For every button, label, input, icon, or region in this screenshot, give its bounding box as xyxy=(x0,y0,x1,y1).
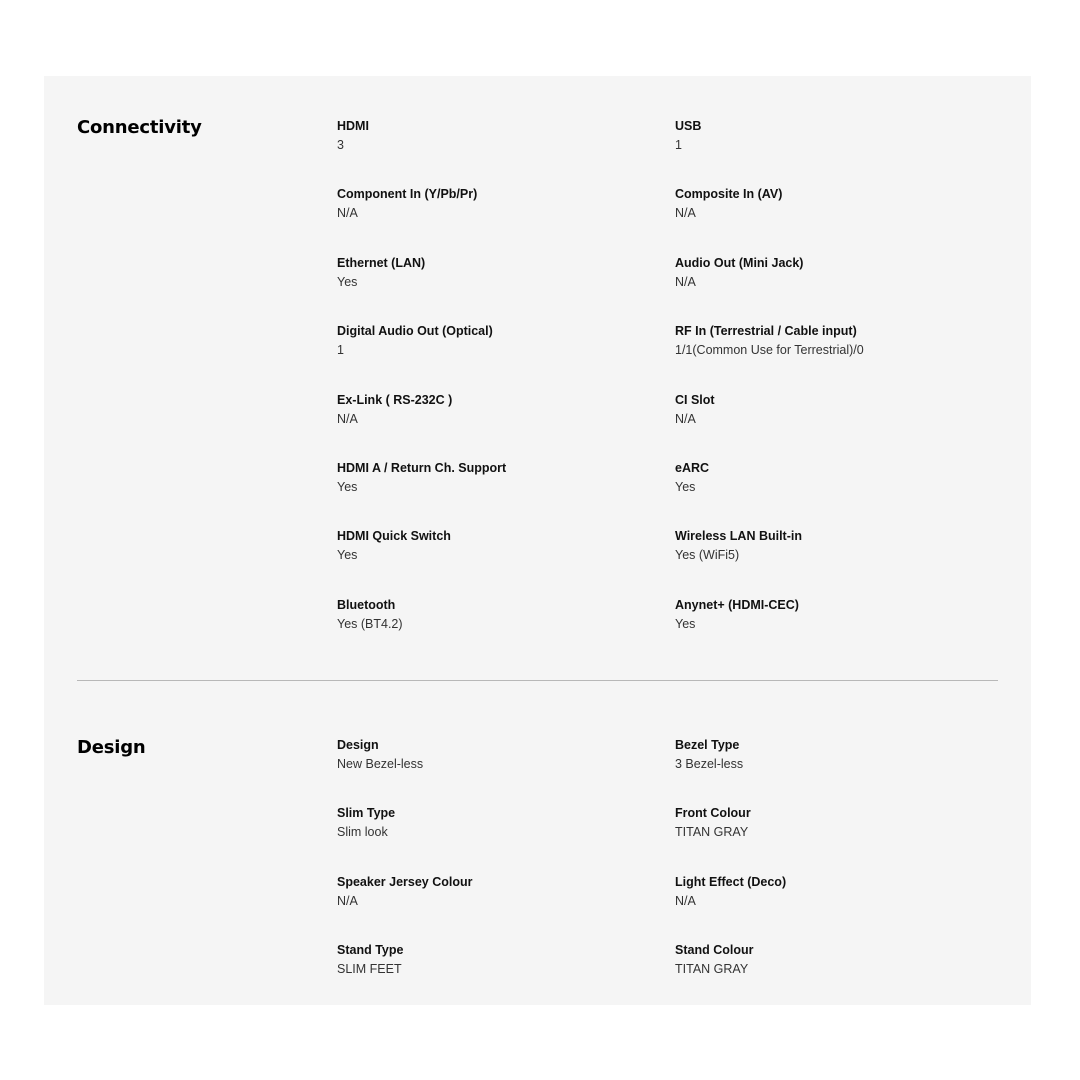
spec-label: Stand Colour xyxy=(675,943,754,958)
spec-value: Yes xyxy=(337,548,358,563)
spec-item xyxy=(337,737,675,805)
spec-item xyxy=(675,874,1005,942)
spec-label: Light Effect (Deco) xyxy=(675,874,787,889)
spec-label: Anynet+ (HDMI-CEC) xyxy=(675,597,799,612)
spec-item xyxy=(675,460,1005,528)
spec-grid xyxy=(337,737,1005,1011)
spec-item xyxy=(675,597,1005,665)
spec-value: New Bezel-less xyxy=(337,757,424,771)
spec-value: TITAN GRAY xyxy=(675,825,749,840)
spec-label: CI Slot xyxy=(675,392,715,407)
spec-label: Front Colour xyxy=(675,806,751,821)
spec-value: 1/1(Common Use for Terrestrial)/0 xyxy=(675,343,864,358)
spec-label: Bezel Type xyxy=(675,738,740,752)
spec-item xyxy=(675,118,1005,186)
spec-item xyxy=(675,805,1005,873)
spec-label: Composite In (AV) xyxy=(675,187,783,202)
spec-label: RF In (Terrestrial / Cable input) xyxy=(675,324,857,339)
connectivity-section xyxy=(44,76,1031,682)
spec-label: Bluetooth xyxy=(337,597,396,612)
spec-label: HDMI Quick Switch xyxy=(337,529,451,544)
spec-label: Ex-Link ( RS-232C ) xyxy=(337,392,453,407)
spec-item xyxy=(337,597,675,665)
spec-value: Slim look xyxy=(337,825,388,840)
spec-value: Yes (BT4.2) xyxy=(337,616,403,631)
design-section xyxy=(44,682,1031,1005)
spec-item xyxy=(337,118,675,186)
spec-label: Audio Out (Mini Jack) xyxy=(675,255,804,270)
spec-label: HDMI A / Return Ch. Support xyxy=(337,460,507,475)
spec-value: N/A xyxy=(675,274,696,289)
spec-value: Yes xyxy=(337,274,358,289)
spec-item xyxy=(675,942,1005,1010)
spec-value: N/A xyxy=(337,893,358,908)
spec-value: Yes xyxy=(675,479,696,494)
spec-value: N/A xyxy=(675,206,696,221)
spec-item xyxy=(675,255,1005,323)
spec-label: Component In (Y/Pb/Pr) xyxy=(337,187,478,202)
spec-label: Stand Type xyxy=(337,943,404,958)
spec-value: 3 xyxy=(337,138,344,152)
spec-value: Yes (WiFi5) xyxy=(675,548,740,563)
spec-item xyxy=(337,528,675,596)
spec-value: TITAN GRAY xyxy=(675,962,749,977)
spec-item xyxy=(675,737,1005,805)
spec-item xyxy=(337,255,675,323)
spec-value: N/A xyxy=(675,411,696,426)
spec-value: 1 xyxy=(337,343,344,358)
spec-item xyxy=(675,323,1005,391)
spec-item xyxy=(675,186,1005,254)
spec-value: 1 xyxy=(675,138,682,152)
spec-label: Design xyxy=(337,738,379,752)
spec-value: 3 Bezel-less xyxy=(675,757,744,771)
spec-item xyxy=(675,392,1005,460)
spec-value: SLIM FEET xyxy=(337,962,402,977)
spec-item xyxy=(337,874,675,942)
spec-value: Yes xyxy=(337,479,358,494)
spec-value: N/A xyxy=(337,411,358,426)
spec-item xyxy=(337,460,675,528)
spec-item xyxy=(337,186,675,254)
spec-label: Ethernet (LAN) xyxy=(337,255,426,270)
spec-label: Speaker Jersey Colour xyxy=(337,874,473,889)
spec-value: Yes xyxy=(675,616,696,631)
spec-item xyxy=(675,528,1005,596)
spec-value: N/A xyxy=(675,893,696,908)
spec-item xyxy=(337,323,675,391)
section-divider xyxy=(77,680,998,681)
spec-label: Slim Type xyxy=(337,806,396,821)
spec-value: N/A xyxy=(337,206,358,221)
section-title-design: Design xyxy=(77,737,146,758)
spec-label: USB xyxy=(675,119,702,133)
spec-grid xyxy=(337,118,1005,665)
spec-item xyxy=(337,805,675,873)
spec-label: Wireless LAN Built-in xyxy=(675,529,802,544)
spec-label: Digital Audio Out (Optical) xyxy=(337,324,493,339)
spec-label: HDMI xyxy=(337,119,369,133)
section-title-connectivity: Connectivity xyxy=(77,117,202,138)
spec-item xyxy=(337,392,675,460)
spec-item xyxy=(337,942,675,1010)
spec-label: eARC xyxy=(675,460,710,475)
specs-panel xyxy=(44,76,1031,1005)
